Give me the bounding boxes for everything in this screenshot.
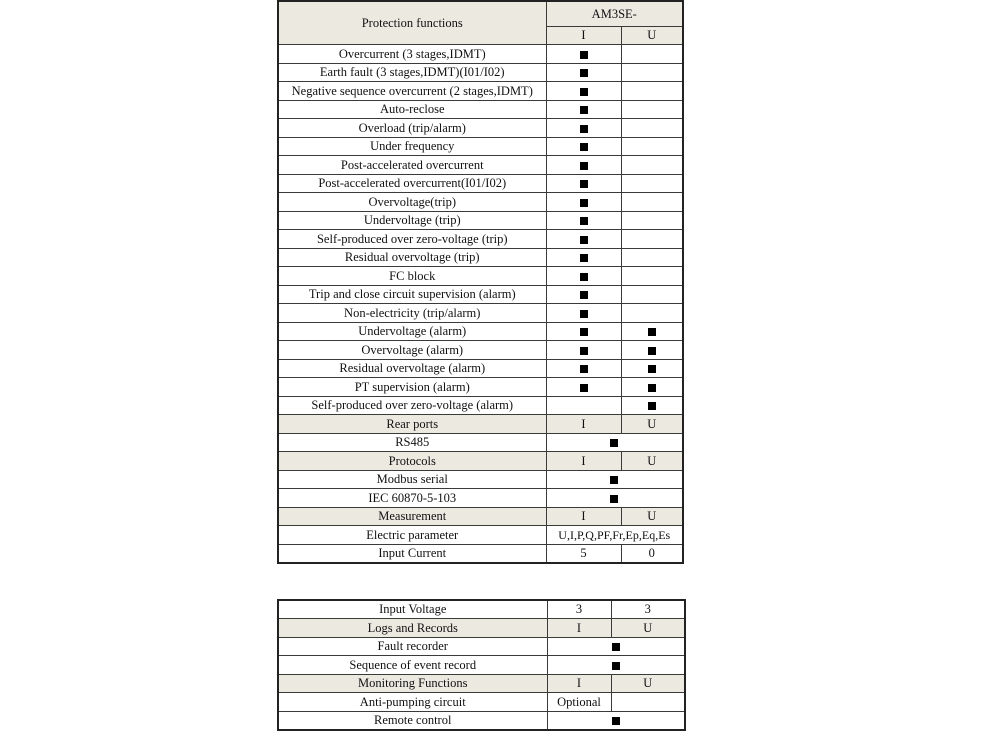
protocols-col-u: U [621, 452, 683, 471]
protection-row-i [546, 137, 621, 156]
logs-row-marker [547, 637, 685, 656]
protection-row-u [621, 193, 683, 212]
model-header: AM3SE- [546, 1, 683, 26]
filled-square-icon [610, 476, 618, 484]
protection-row-label: Post-accelerated overcurrent(I01/I02) [278, 174, 546, 193]
anti-pumping-label: Anti-pumping circuit [278, 693, 547, 712]
protection-row-i [546, 193, 621, 212]
rear-ports-header: Rear ports [278, 415, 546, 434]
filled-square-icon [580, 273, 588, 281]
protection-row [278, 63, 683, 82]
protection-row-i [546, 341, 621, 360]
protection-row-label: Overcurrent (3 stages,IDMT) [278, 45, 546, 64]
filled-square-icon [610, 439, 618, 447]
protection-row-u [621, 100, 683, 119]
measurement-col-u: U [621, 507, 683, 526]
measurement-col-i: I [546, 507, 621, 526]
protection-row-label: Self-produced over zero-voltage (alarm) [278, 396, 546, 415]
logs-row-label: Fault recorder [278, 637, 547, 656]
protection-row-i [546, 211, 621, 230]
filled-square-icon [580, 106, 588, 114]
filled-square-icon [648, 384, 656, 392]
protection-row-u [621, 156, 683, 175]
filled-square-icon [580, 217, 588, 225]
filled-square-icon [612, 643, 620, 651]
protection-row-label: Negative sequence overcurrent (2 stages,IDMT) [278, 82, 546, 101]
filled-square-icon [612, 662, 620, 670]
protection-row-label: Overload (trip/alarm) [278, 119, 546, 138]
input-current-u: 0 [621, 544, 683, 563]
protection-row-i [546, 45, 621, 64]
protocol-row-label: Modbus serial [278, 470, 546, 489]
protection-row [278, 45, 683, 64]
filled-square-icon [580, 254, 588, 262]
protocol-row-label: IEC 60870-5-103 [278, 489, 546, 508]
anti-pumping-u [611, 693, 685, 712]
filled-square-icon [580, 291, 588, 299]
filled-square-icon [580, 125, 588, 133]
protection-row-label: Residual overvoltage (trip) [278, 248, 546, 267]
protection-row [278, 174, 683, 193]
protection-row-i [546, 156, 621, 175]
filled-square-icon [580, 199, 588, 207]
monitoring-header: Monitoring Functions [278, 674, 547, 693]
protocol-row-marker [546, 470, 683, 489]
protection-row-i [546, 174, 621, 193]
protection-row-label: Non-electricity (trip/alarm) [278, 304, 546, 323]
filled-square-icon [612, 717, 620, 725]
logs-col-i: I [547, 619, 611, 638]
protection-row [278, 100, 683, 119]
protection-row [278, 211, 683, 230]
protection-row-u [621, 322, 683, 341]
protection-row-u [621, 45, 683, 64]
protection-row [278, 359, 683, 378]
protection-row-u [621, 267, 683, 286]
logs-row-label: Sequence of event record [278, 656, 547, 675]
protection-row [278, 156, 683, 175]
protection-row-i [546, 322, 621, 341]
protection-row-u [621, 359, 683, 378]
protection-row-label: Undervoltage (trip) [278, 211, 546, 230]
protection-functions-header: Protection functions [278, 1, 546, 45]
rear-ports-col-i: I [546, 415, 621, 434]
protection-row-u [621, 211, 683, 230]
filled-square-icon [580, 365, 588, 373]
logs-row-marker [547, 656, 685, 675]
filled-square-icon [580, 162, 588, 170]
filled-square-icon [580, 310, 588, 318]
protection-row [278, 119, 683, 138]
electric-parameter-label: Electric parameter [278, 526, 546, 545]
protection-row-i [546, 119, 621, 138]
filled-square-icon [648, 402, 656, 410]
protection-row-u [621, 248, 683, 267]
protection-row [278, 304, 683, 323]
protection-row [278, 82, 683, 101]
protection-row-i [546, 267, 621, 286]
filled-square-icon [580, 347, 588, 355]
input-current-i: 5 [546, 544, 621, 563]
measurement-header: Measurement [278, 507, 546, 526]
function-table-part-2 [277, 599, 686, 731]
protection-row-i [546, 82, 621, 101]
protocols-header: Protocols [278, 452, 546, 471]
filled-square-icon [580, 69, 588, 77]
protection-row-label: Overvoltage(trip) [278, 193, 546, 212]
filled-square-icon [580, 88, 588, 96]
protection-row [278, 341, 683, 360]
protection-row-label: Earth fault (3 stages,IDMT)(I01/I02) [278, 63, 546, 82]
electric-parameter-value: U,I,P,Q,PF,Fr,Ep,Eq,Es [546, 526, 683, 545]
protection-row [278, 193, 683, 212]
input-voltage-label: Input Voltage [278, 600, 547, 619]
filled-square-icon [648, 365, 656, 373]
protection-col-u: U [621, 26, 683, 45]
monitoring-col-i: I [547, 674, 611, 693]
protection-row-label: PT supervision (alarm) [278, 378, 546, 397]
protection-row [278, 137, 683, 156]
protection-row-i [546, 396, 621, 415]
rear-port-row-label: RS485 [278, 433, 546, 452]
protection-row-i [546, 248, 621, 267]
remote-control-label: Remote control [278, 711, 547, 730]
protection-row-i [546, 285, 621, 304]
protection-row [278, 396, 683, 415]
protection-row-label: Under frequency [278, 137, 546, 156]
protection-col-i: I [546, 26, 621, 45]
filled-square-icon [648, 328, 656, 336]
logs-col-u: U [611, 619, 685, 638]
protection-row-i [546, 63, 621, 82]
protection-row-u [621, 63, 683, 82]
protection-row-label: Undervoltage (alarm) [278, 322, 546, 341]
protection-row-u [621, 304, 683, 323]
filled-square-icon [580, 143, 588, 151]
filled-square-icon [580, 180, 588, 188]
filled-square-icon [610, 495, 618, 503]
protection-row [278, 378, 683, 397]
protection-row [278, 230, 683, 249]
input-voltage-u: 3 [611, 600, 685, 619]
protection-row-u [621, 174, 683, 193]
protection-row-u [621, 137, 683, 156]
protocols-col-i: I [546, 452, 621, 471]
protection-row-u [621, 230, 683, 249]
function-table-part-1 [277, 0, 684, 564]
protection-row-label: Self-produced over zero-voltage (trip) [278, 230, 546, 249]
protection-row [278, 267, 683, 286]
protection-row-u [621, 341, 683, 360]
input-voltage-i: 3 [547, 600, 611, 619]
protection-row-label: Overvoltage (alarm) [278, 341, 546, 360]
filled-square-icon [648, 347, 656, 355]
filled-square-icon [580, 51, 588, 59]
filled-square-icon [580, 236, 588, 244]
monitoring-col-u: U [611, 674, 685, 693]
protection-row-i [546, 230, 621, 249]
protection-row-u [621, 396, 683, 415]
protection-row-label: Auto-reclose [278, 100, 546, 119]
protection-row-u [621, 82, 683, 101]
protection-row-i [546, 359, 621, 378]
protection-row-u [621, 378, 683, 397]
rear-port-row-marker [546, 433, 683, 452]
input-current-label: Input Current [278, 544, 546, 563]
protection-row-label: Trip and close circuit supervision (alarm) [278, 285, 546, 304]
protection-row [278, 248, 683, 267]
protection-row [278, 285, 683, 304]
protection-row-i [546, 378, 621, 397]
protection-row-label: Residual overvoltage (alarm) [278, 359, 546, 378]
filled-square-icon [580, 328, 588, 336]
logs-header: Logs and Records [278, 619, 547, 638]
protocol-row-marker [546, 489, 683, 508]
protection-row-u [621, 285, 683, 304]
protection-row-label: FC block [278, 267, 546, 286]
protection-row-i [546, 100, 621, 119]
protection-row-i [546, 304, 621, 323]
protection-row-label: Post-accelerated overcurrent [278, 156, 546, 175]
filled-square-icon [580, 384, 588, 392]
remote-control-marker [547, 711, 685, 730]
protection-row [278, 322, 683, 341]
rear-ports-col-u: U [621, 415, 683, 434]
protection-row-u [621, 119, 683, 138]
anti-pumping-i: Optional [547, 693, 611, 712]
